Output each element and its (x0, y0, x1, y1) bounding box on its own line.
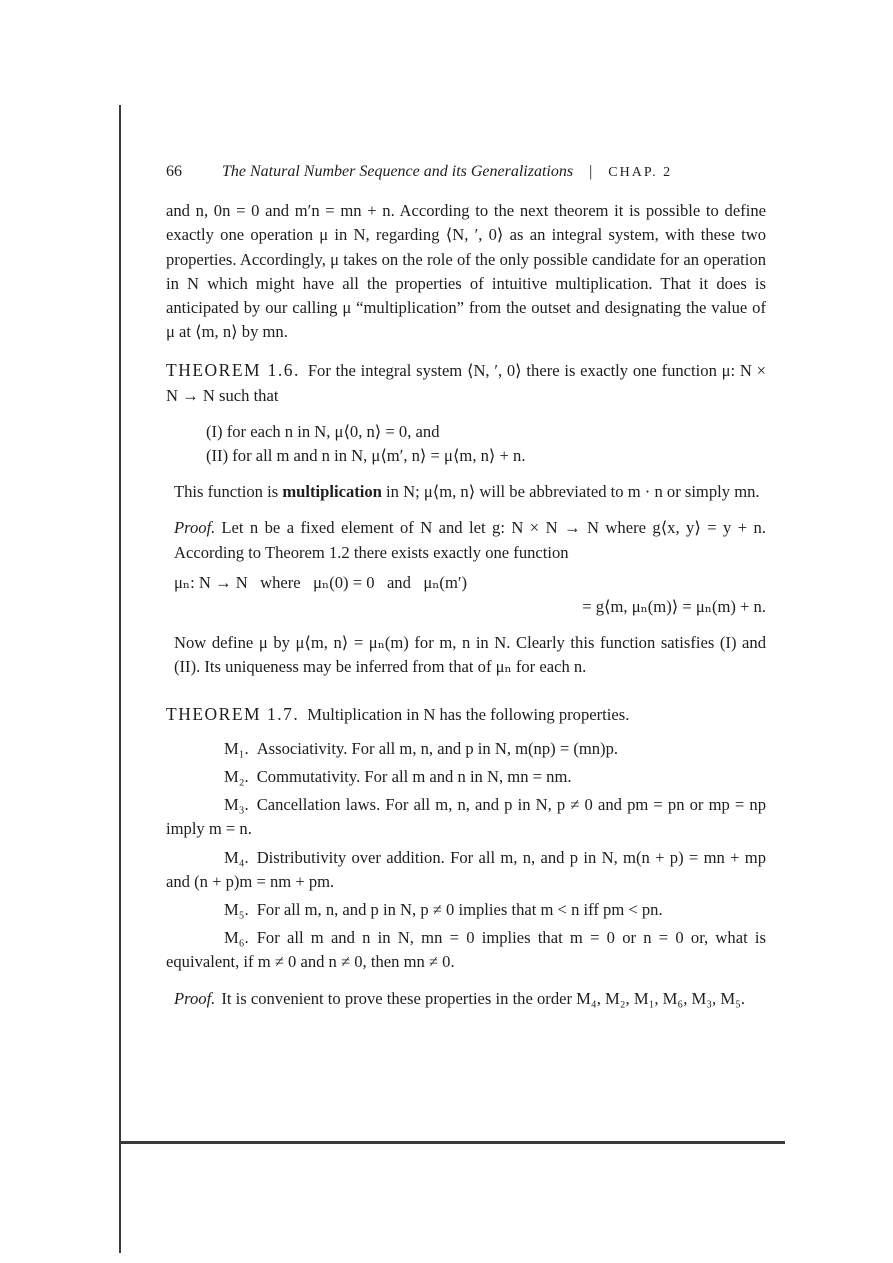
header-separator: | (589, 163, 593, 180)
page-number: 66 (166, 163, 182, 180)
property-item: M₂. Commutativity. For all m and n in N, mn = nm. (224, 767, 572, 787)
definition-note: This function is multiplication in N; μ⟨m, n⟩ will be abbreviated to m · n or simply mn. (174, 482, 760, 502)
proof-text: Let n be a fixed element of N and let g: N × N → N where g⟨x, y⟩ = y + n. According to Theorem 1.2 there exists exactly one function (174, 518, 766, 562)
property-item: M₅. For all m, n, and p in N, p ≠ 0 implies that m < n iff pm < pn. (224, 900, 663, 920)
intro-paragraph: and n, 0n = 0 and m′n = mn + n. According to the next theorem it is possible to define exactly one operation μ in N, regarding ⟨N, ′, 0⟩ as an integral system, with these two properties. Accordingly, μ takes on the role of the only possible candidate for an operation in N which might have all the properties of intuitive multiplication. That it does is anticipated by our calling μ “multiplication” from the outset and designating the value of μ at ⟨m, n⟩ by mn. (166, 201, 766, 342)
theorem-heading: THEOREM 1.7. (166, 703, 300, 724)
scan-margin-line (119, 105, 121, 1253)
defined-term: multiplication (282, 482, 382, 502)
theorem-1-6 (166, 358, 766, 504)
proof-label: Proof. (174, 988, 216, 1008)
property-item: M₄. Distributivity over addition. For all m, n, and p in N, m(n + p) = mn + mp and (n + p)m = nm + pm. (166, 847, 766, 891)
proof-formula (174, 571, 766, 619)
formula-line: = g⟨m, μₙ(m)⟩ = μₙ(m) + n. (582, 597, 766, 617)
proof-text: It is convenient to prove these properties in the order M₄, M₂, M₁, M₆, M₃, M₅. (221, 988, 746, 1008)
theorem-heading: THEOREM 1.6. (166, 360, 300, 381)
proof-1-6 (174, 516, 766, 679)
condition-item: (II) for all m and n in N, μ⟨m′, n⟩ = μ⟨m, n⟩ + n. (206, 446, 526, 466)
proof-1-7 (174, 987, 766, 1011)
theorem-conditions (206, 420, 766, 468)
book-page (166, 160, 766, 1011)
condition-item: (I) for each n in N, μ⟨0, n⟩ = 0, and (206, 421, 440, 441)
formula-line: μₙ: N → N where μₙ(0) = 0 and μₙ(m′) (174, 572, 468, 592)
running-header (166, 160, 766, 185)
proof-label: Proof. (174, 518, 216, 538)
property-item: M₃. Cancellation laws. For all m, n, and p in N, p ≠ 0 and pm = pn or mp = np imply m = n. (166, 795, 766, 839)
property-item: M₁. Associativity. For all m, n, and p in N, m(np) = (mn)p. (224, 738, 619, 758)
theorem-1-7 (166, 702, 766, 975)
theorem-statement: For the integral system ⟨N, ′, 0⟩ there is exactly one function μ: N × N → N such that (166, 361, 766, 405)
theorem-statement: Multiplication in N has the following properties. (307, 704, 630, 724)
proof-conclusion: Now define μ by μ⟨m, n⟩ = μₙ(m) for m, n in N. Clearly this function satisfies (I) and (II). Its uniqueness may be inferred from that of μₙ for each n. (174, 633, 766, 677)
running-title: The Natural Number Sequence and its Generalizations (222, 163, 574, 180)
property-item: M₆. For all m and n in N, mn = 0 implies that m = 0 or n = 0 or, what is equivalent, if m ≠ 0 and n ≠ 0, then mn ≠ 0. (166, 928, 766, 972)
property-list (166, 737, 766, 975)
chapter-label: CHAP. 2 (608, 165, 673, 180)
scan-bottom-line (119, 1141, 785, 1144)
